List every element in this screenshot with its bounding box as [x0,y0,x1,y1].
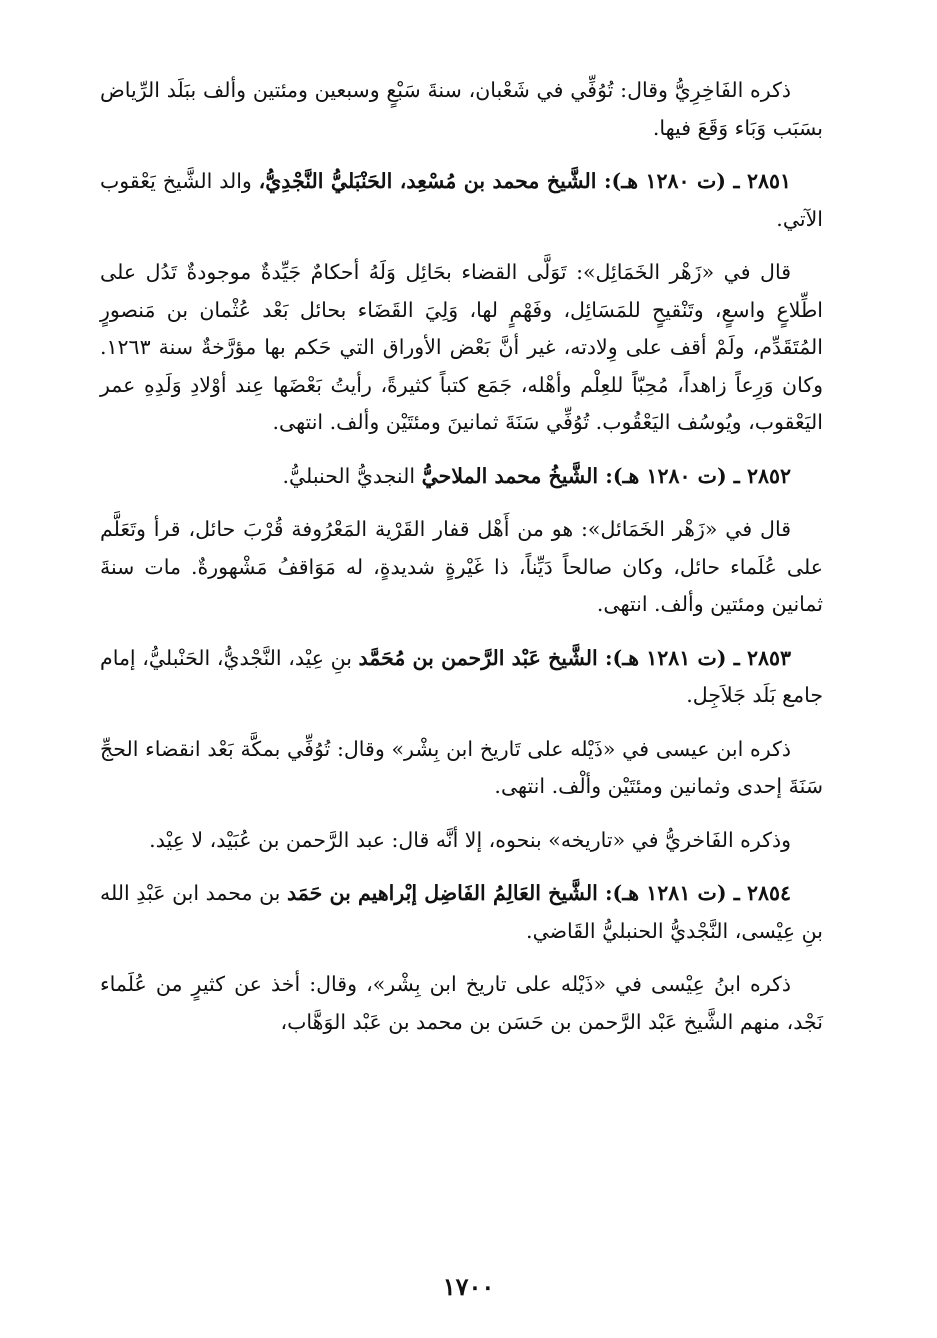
entry-number: ٢٨٥١ ـ (ت ١٢٨٠ هـ): [596,169,791,193]
entry-number: ٢٨٥٢ ـ (ت ١٢٨٠ هـ): [598,463,791,488]
entry-description: بنِ عِيْد، النَّجْديُّ، الحَنْبليُّ، إمام جامع بَلَد جَلاَجِل. [100,645,823,707]
document-page [100,72,823,1272]
biography-entry-heading [100,875,823,950]
body-paragraph: قال في «زَهْر الخَمَائل»: هو من أَهْل قفار القَرْية المَعْرُوفة قُرْبَ حائل، قرأ وتَعَلَّم على عُلَماء حائل، وكان صالحاً دَيِّناً، ذا غَيْرةٍ شديدةٍ، له مَوَاقفُ مَشْهورةٌ. مات سنةَ ثمانين ومئتين وألف. انتهى. [100,517,823,616]
entry-number: ٢٨٥٣ ـ (ت ١٢٨١ هـ): [597,645,791,670]
biography-entry-heading [100,458,823,496]
entry-description: والد الشَّيخ يَعْقوب الآتي. [100,169,823,231]
biography-entry-heading [100,163,823,238]
body-paragraph: وذكره الفَاخريُّ في «تاريخه» بنحوه، إلا أنَّه قال: عبد الرَّحمن بن عُبَيْد، لا عِيْد. [149,827,791,852]
entry-number: ٢٨٥٤ ـ (ت ١٢٨١ هـ): [597,881,792,905]
entry-description: بن محمد ابن عَبْدِ الله بنِ عِيْسى، النَّجْديُّ الحنبليُّ القَاضي. [100,881,823,943]
biography-entry-heading [100,640,823,715]
entry-name: الشَّيخ عَبْد الرَّحمن بن مُحَمَّد [358,645,598,670]
entry-name: الشَّيخُ محمد الملاحيُّ [421,463,599,488]
page-number: ١٧٠٠ [442,1272,495,1301]
entry-description: النجديُّ الحنبليُّ. [282,463,422,488]
body-paragraph: ذكره ابن عيسى في «ذَيْله على تَاريخ ابن بِشْر» وقال: تُوُفِّي بمكَّة بَعْد انقضاء الحجِّ سَنَةَ إحدى وثمانين ومئتَيْن وألْف. انتهى. [100,736,823,798]
body-paragraph: ذكره الفَاخِرِيُّ وقال: تُوُفِّي في شَعْبان، سنةَ سَبْعٍ وسبعين ومئتين وألف ببَلَد الرِّياض بسَبَب وَبَاء وَقَعَ فيها. [100,78,823,140]
body-paragraph: ذكره ابنُ عِيْسى في «ذَيْله على تاريخ ابن بِشْر»، وقال: أخذ عن كثيرٍ من عُلَماء نَجْد، منهم الشَّيخ عَبْد الرَّحمن بن حَسَن بن محمد بن عَبْد الوَهَّاب، [100,972,823,1034]
body-paragraph: قال في «زَهْر الخَمَائِل»: تَوَلَّى القضاء بحَائِل وَلَهُ أحكامٌ جَيِّدةٌ موجودةٌ تَدُل على اطِّلاعٍ واسعٍ، وتَنْقيحٍ للمَسَائِل، وفَهْمٍ لها، وَلِيَ القَضَاء بحائل بَعْد عُثْمان بن مَنصورٍ المُتَقَدِّم، ولَمْ أقف على وِلادته، غير أنَّ بَعْض الأوراق التي حَكم بها مؤرَّخةٌ سنة ١٢٦٣. وكان وَرِعاً زاهداً، مُحِبّاً للعِلْم وأهْله، جَمَع كتباً كثيرةً، رأيتُ بَعْضَها عِند أوْلادِ وَلَدِهِ عمر اليَعْقوب، ويُوسُف اليَعْقُوب. تُوُفِّي سَنَةَ ثمانينَ ومئتَيْن وألف. انتهى. [100,260,823,434]
entry-name: الشَّيخ محمد بن مُسْعِد، الحَنْبَليُّ النَّجْدِيُّ، [258,169,597,193]
entry-name: الشَّيخ العَالِمُ الفَاضِل إبْراهيم بن حَمَد [286,881,598,905]
